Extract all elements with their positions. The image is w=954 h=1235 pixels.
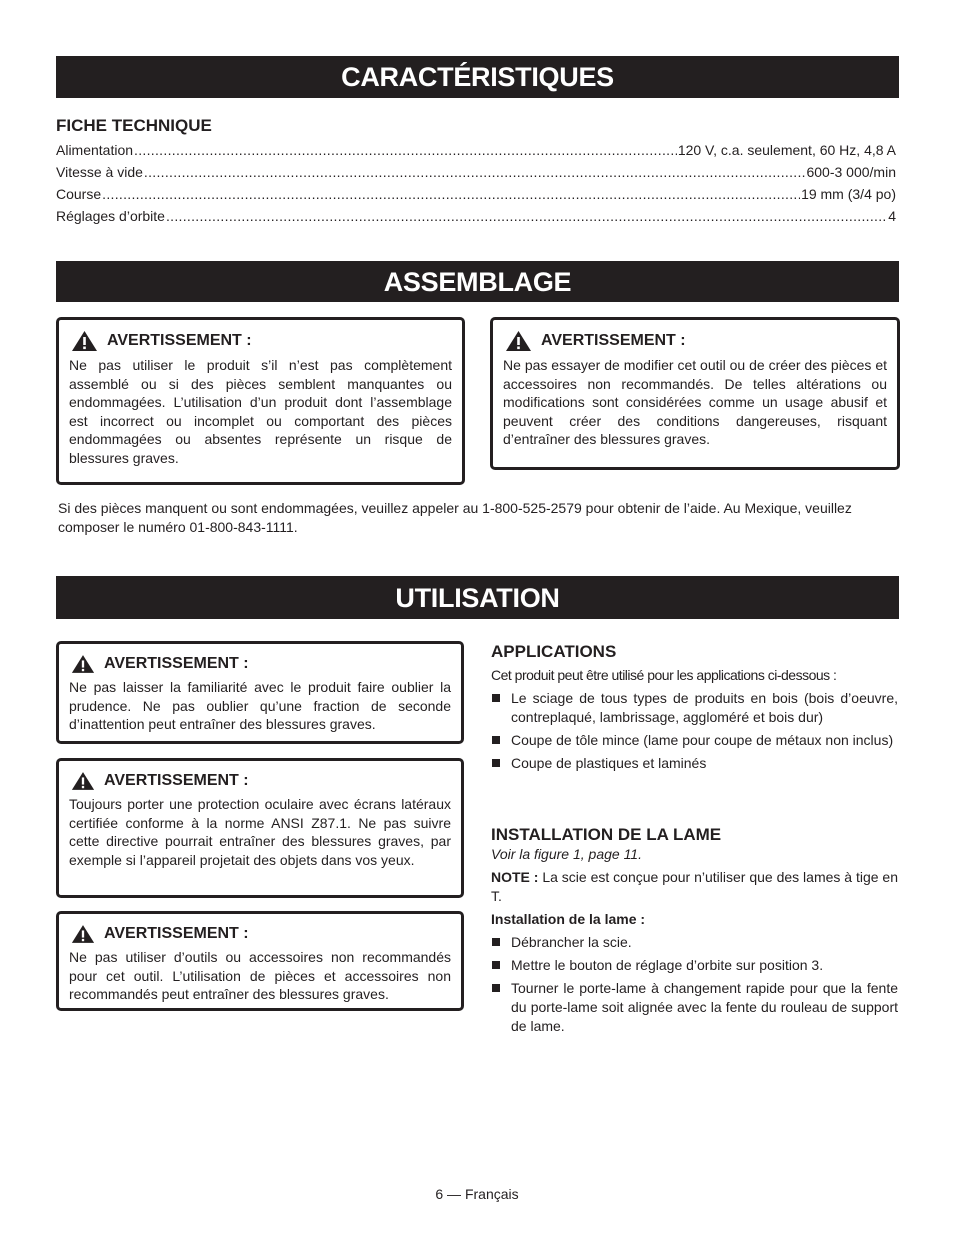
spec-list <box>56 139 896 227</box>
steps-title: Installation de la lame : <box>491 911 646 927</box>
applications-list <box>491 689 898 773</box>
warning-box-utilisation-2 <box>56 758 464 898</box>
warning-text: Ne pas utiliser d’outils ou accessoires non recommandés pour cet outil. L’utilisation de pièces et accessoires non recommandés peut entraîner des blessures graves. <box>69 949 451 1002</box>
warning-triangle-icon <box>505 330 532 352</box>
warning-title: AVERTISSEMENT : <box>104 925 249 942</box>
installation-note <box>491 868 898 906</box>
section-banner-assemblage: ASSEMBLAGE <box>56 261 899 302</box>
warning-box-utilisation-3 <box>56 911 464 1011</box>
list-item: Mettre le bouton de réglage d’orbite sur position 3. <box>491 956 898 975</box>
list-item: Débrancher la scie. <box>491 933 898 952</box>
applications-title: APPLICATIONS <box>491 642 617 661</box>
list-item: Coupe de plastiques et laminés <box>491 754 898 773</box>
installation-title: INSTALLATION DE LA LAME <box>491 825 722 844</box>
warning-box-assemblage-2 <box>490 317 900 470</box>
page-footer: 6 — Français <box>435 1186 519 1202</box>
applications-block <box>491 666 898 777</box>
spec-value: 600-3 000/min <box>806 164 896 180</box>
note-text: La scie est conçue pour n’utiliser que des lames à tige en T. <box>491 869 898 904</box>
list-item: Tourner le porte-lame à changement rapide pour que la fente du porte-lame soit alignée avec la fente du rouleau de support de lame. <box>491 979 898 1036</box>
section-banner-caracteristiques: CARACTÉRISTIQUES <box>56 56 899 98</box>
spec-label: Vitesse à vide <box>56 164 143 180</box>
spec-value: 19 mm (3/4 po) <box>801 186 896 202</box>
spec-label: Course <box>56 186 102 202</box>
warning-triangle-icon <box>71 654 95 674</box>
applications-intro: Cet produit peut être utilisé pour les applications ci-dessous : <box>491 667 837 683</box>
spec-value: 4 <box>888 208 896 224</box>
section-banner-utilisation: UTILISATION <box>56 576 899 619</box>
warning-text: Ne pas laisser la familiarité avec le produit faire oublier la prudence. Ne pas oublier qu’une fraction de seconde d’inattention peut entraîner des blessures graves. <box>69 679 451 732</box>
warning-text: Toujours porter une protection oculaire avec écrans latéraux certifiée conforme à la norme ANSI Z87.1. Ne pas suivre cette directive pourrait entraîner des blessures graves, par exemple si l’appareil projetait des objets dans vos yeux. <box>69 796 451 868</box>
warning-triangle-icon <box>71 330 98 352</box>
warning-triangle-icon <box>71 924 95 944</box>
warning-title: AVERTISSEMENT : <box>541 332 686 349</box>
installation-steps-list <box>491 933 898 1036</box>
warning-title: AVERTISSEMENT : <box>107 332 252 349</box>
warning-title: AVERTISSEMENT : <box>104 655 249 672</box>
warning-title: AVERTISSEMENT : <box>104 772 249 789</box>
warning-box-assemblage-1 <box>56 317 465 485</box>
spec-row-alimentation <box>56 139 896 161</box>
list-item: Le sciage de tous types de produits en bois (bois d’oeuvre, contreplaqué, lambrissage, aggloméré et bois dur) <box>491 689 898 727</box>
fiche-technique-title: FICHE TECHNIQUE <box>56 116 212 135</box>
spec-label: Alimentation <box>56 142 134 158</box>
list-item: Coupe de tôle mince (lame pour coupe de métaux non inclus) <box>491 731 898 750</box>
note-label: NOTE : <box>491 869 539 885</box>
spec-row-course <box>56 183 896 205</box>
warning-text: Ne pas utiliser le produit s’il n’est pas complètement assemblé ou si des pièces semblent manquantes ou endommagées. L’utilisation d’un produit dont l’assemblage est incorrect ou incomplet ou comportant des pièces endommagées ou absentes représente un risque de blessures graves. <box>69 357 452 466</box>
spec-row-orbite <box>56 205 896 227</box>
warning-text: Ne pas essayer de modifier cet outil ou de créer des pièces et accessoires non recommandés. De telles altérations ou modifications sont considérées comme un usage abusif et peuvent créer des conditions dangereuses, risquant d’entraîner des blessures graves. <box>503 357 887 447</box>
figure-reference: Voir la figure 1, page 11. <box>491 846 642 862</box>
spec-row-vitesse <box>56 161 896 183</box>
warning-box-utilisation-1 <box>56 641 464 744</box>
warning-triangle-icon <box>71 771 95 791</box>
spec-label: Réglages d’orbite <box>56 208 165 224</box>
installation-block <box>491 845 898 1040</box>
missing-parts-help-text: Si des pièces manquent ou sont endommagées, veuillez appeler au 1-800-525-2579 pour obtenir de l’aide. Au Mexique, veuillez composer le numéro 01-800-843-1111. <box>58 500 852 535</box>
spec-value: 120 V, c.a. seulement, 60 Hz, 4,8 A <box>677 142 896 158</box>
